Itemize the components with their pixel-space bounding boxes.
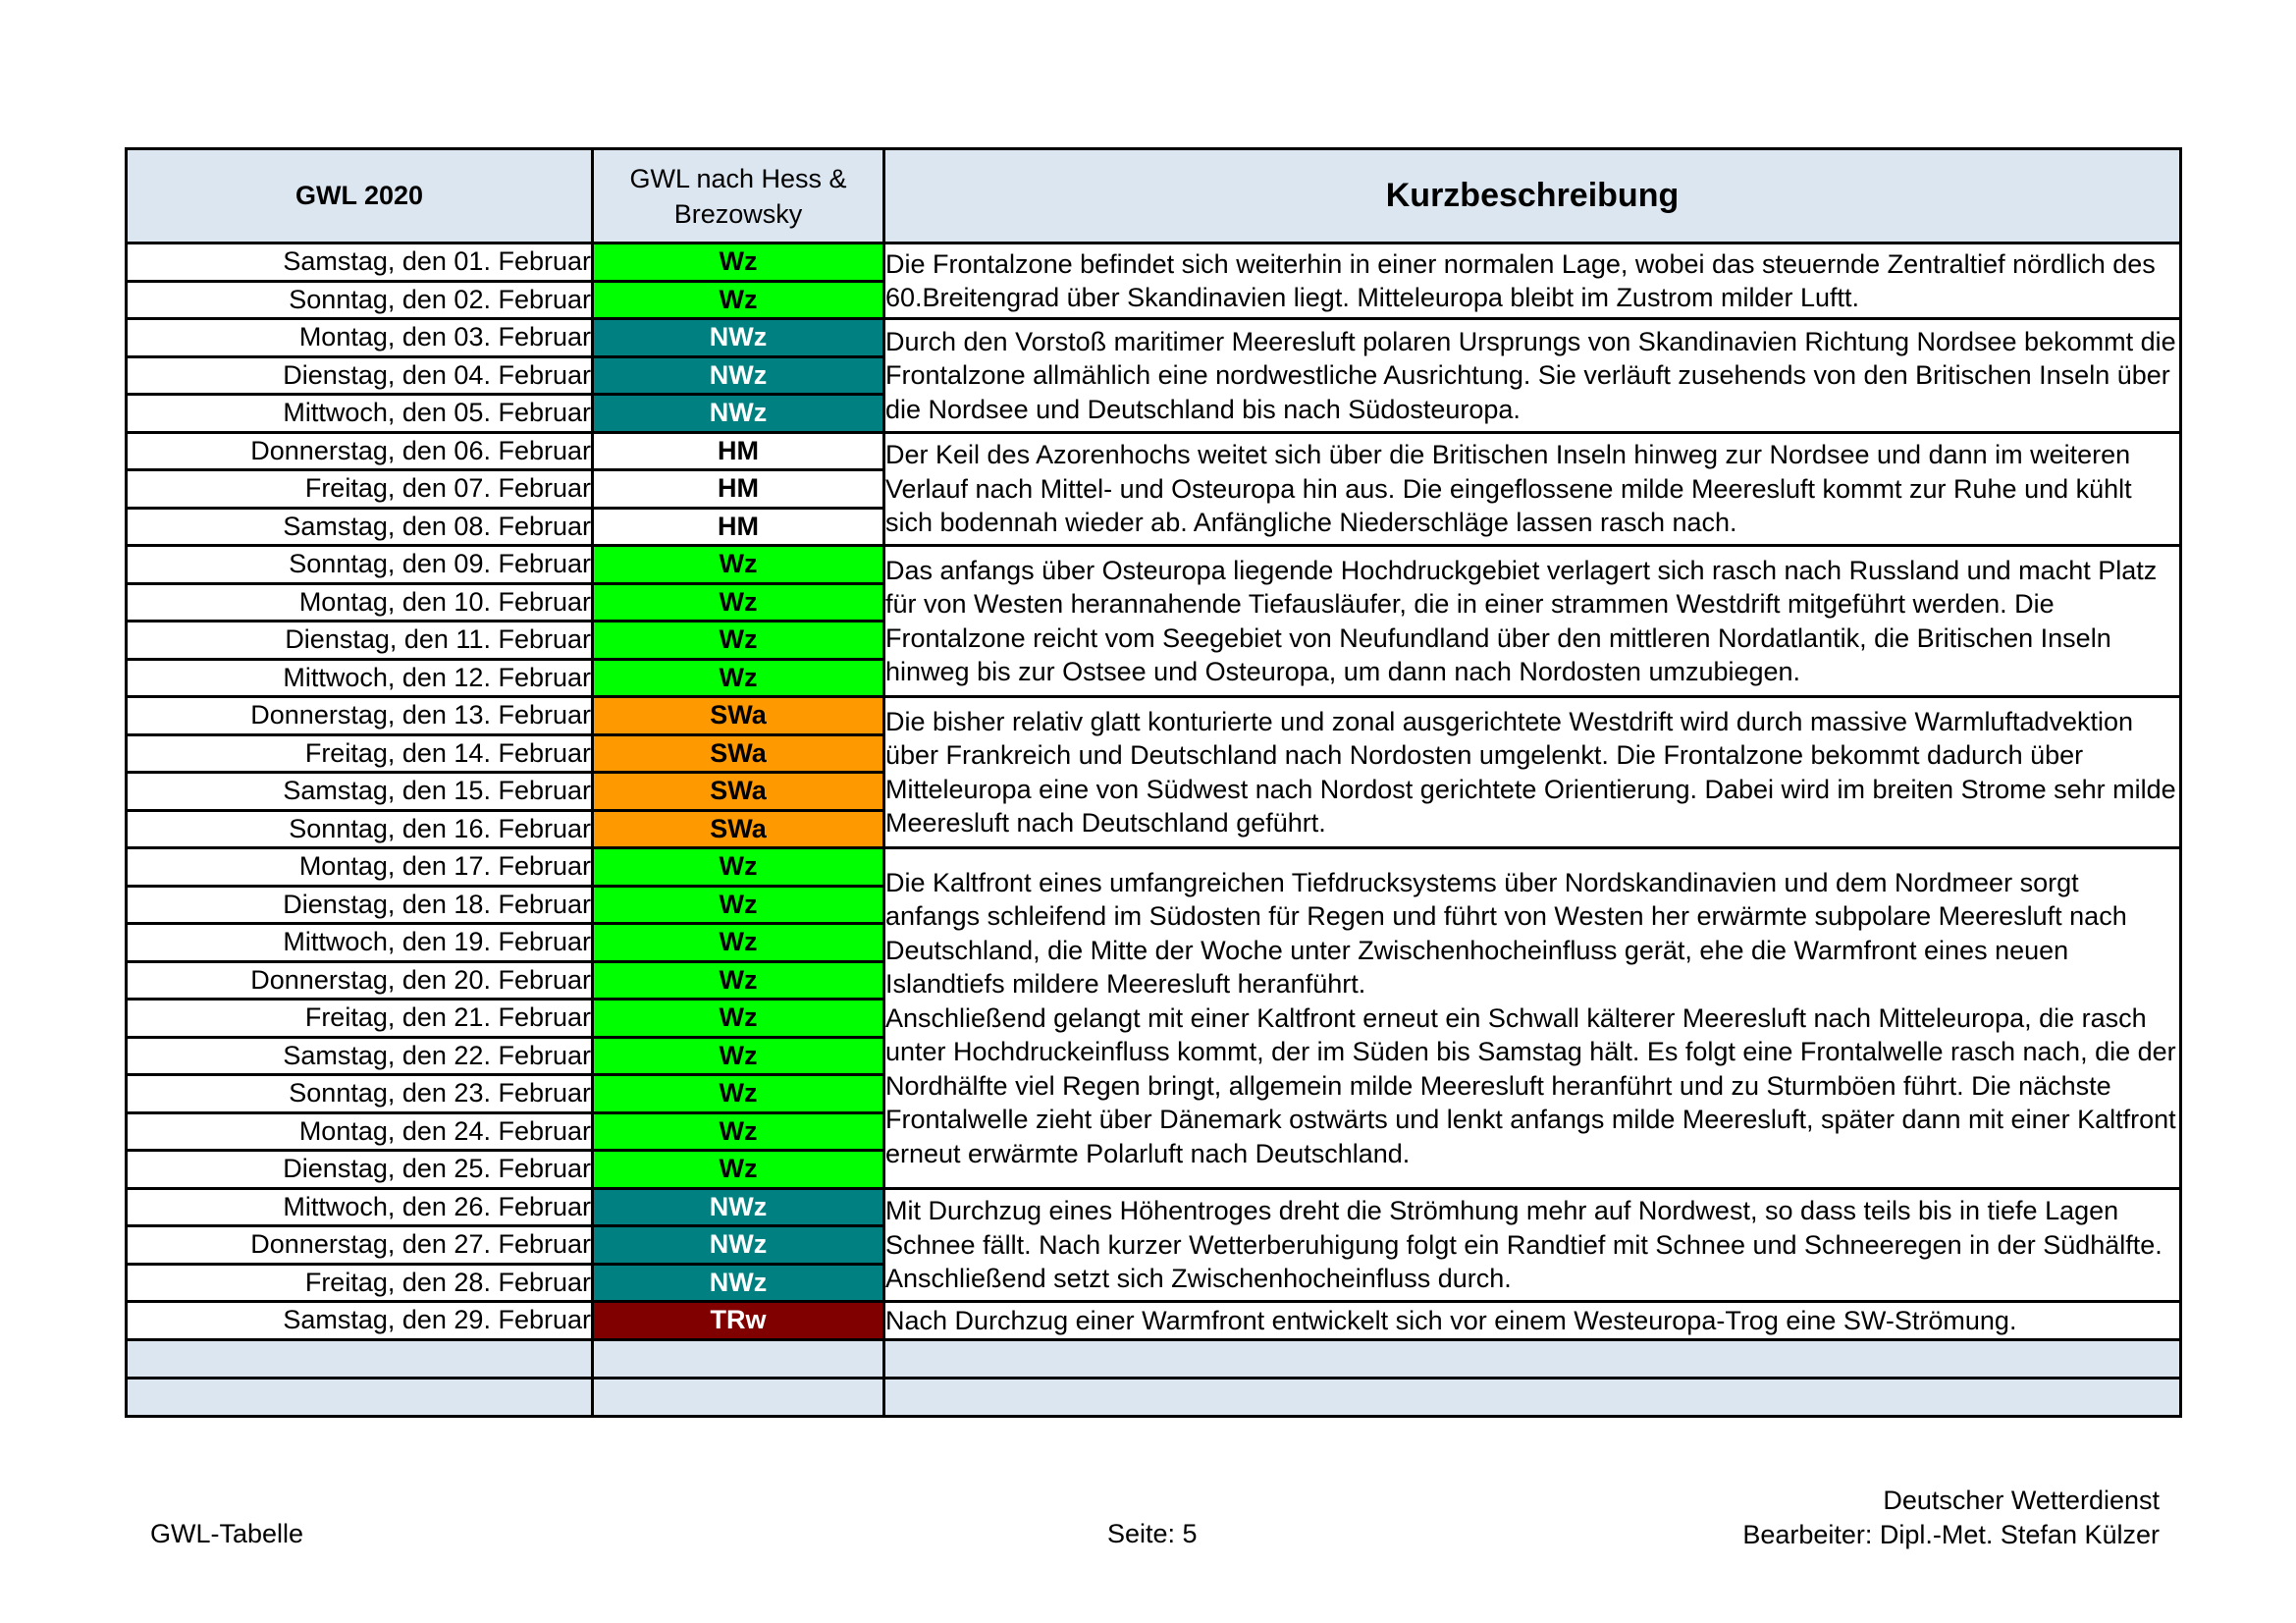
gwl-code-cell: SWa bbox=[593, 773, 884, 811]
date-cell: Dienstag, den 11. Februar bbox=[127, 622, 593, 660]
date-cell: Montag, den 24. Februar bbox=[127, 1112, 593, 1151]
table-row bbox=[127, 546, 2181, 584]
date-cell: Donnerstag, den 20. Februar bbox=[127, 961, 593, 1000]
empty-cell bbox=[884, 1378, 2181, 1416]
date-cell: Freitag, den 21. Februar bbox=[127, 1000, 593, 1038]
table-row bbox=[127, 319, 2181, 357]
gwl-code-cell: Wz bbox=[593, 243, 884, 282]
date-cell: Donnerstag, den 06. Februar bbox=[127, 432, 593, 470]
description-cell: Das anfangs über Osteuropa liegende Hochdruckgebiet verlagert sich rasch nach Russland und macht Platz für von Westen herannahende Tiefausläufer, die in einer strammen Westdrift mitgeführt werden. Die Frontalzone reicht vom Seegebiet von Neufundland über den mittleren Nordatlantik, die Britischen Inseln hinweg bis zur Ostsee und Osteuropa, um dann nach Nordosten umzubiegen. bbox=[884, 546, 2181, 697]
gwl-code-cell: NWz bbox=[593, 1264, 884, 1302]
table-header-row bbox=[127, 149, 2181, 243]
gwl-code-cell: NWz bbox=[593, 319, 884, 357]
date-cell: Mittwoch, den 05. Februar bbox=[127, 395, 593, 433]
table-row bbox=[127, 1188, 2181, 1226]
date-cell: Sonntag, den 02. Februar bbox=[127, 281, 593, 319]
description-cell: Die Kaltfront eines umfangreichen Tiefdrucksystems über Nordskandinavien und dem Nordmeer sorgt anfangs schleifend im Südosten für Regen und führt von Westen her erwärmte subpolare Meeresluft nach Deutschland, die Mitte der Woche unter Zwischenhocheinfluss gerät, ehe die Warmfront eines neuen Islandtiefs mildere Meeresluft heranführt. Anschließend gelangt mit einer Kaltfront erneut ein Schwall kälterer Meeresluft nach Mitteleuropa, die rasch unter Hochdruckeinfluss kommt, der im Süden bis Samstag hält. Es folgt eine Frontalwelle rasch nach, die der Nordhälfte viel Regen bringt, allgemein milde Meeresluft heranführt und zu Sturmböen führt. Die nächste Frontalwelle zieht über Dänemark ostwärts und lenkt anfangs milde Meeresluft, später dann mit einer Kaltfront erneut erwärmte Polarluft nach Deutschland. bbox=[884, 848, 2181, 1189]
footer-editor: Bearbeiter: Dipl.-Met. Stefan Külzer bbox=[1742, 1520, 2160, 1549]
description-cell: Nach Durchzug einer Warmfront entwickelt sich vor einem Westeuropa-Trog eine SW-Strömung. bbox=[884, 1302, 2181, 1340]
description-cell: Mit Durchzug eines Höhentroges dreht die Strömhung mehr auf Nordwest, so dass teils bis in tiefe Lagen Schnee fällt. Nach kurzer Wetterberuhigung folgt ein Randtief mit Schnee und Schneeregen in der Südhälfte. Anschließend setzt sich Zwischenhocheinfluss durch. bbox=[884, 1188, 2181, 1302]
gwl-code-cell: Wz bbox=[593, 546, 884, 584]
footer-left: GWL-Tabelle bbox=[150, 1519, 304, 1548]
date-cell: Freitag, den 28. Februar bbox=[127, 1264, 593, 1302]
gwl-code-cell: NWz bbox=[593, 1226, 884, 1265]
description-cell: Der Keil des Azorenhochs weitet sich über die Britischen Inseln hinweg zur Nordsee und dann im weiteren Verlauf nach Mittel- und Osteuropa hin aus. Die eingeflossene milde Meeresluft kommt zur Ruhe und kühlt sich bodennah wieder ab. Anfängliche Niederschläge lassen rasch nach. bbox=[884, 432, 2181, 546]
date-cell: Dienstag, den 25. Februar bbox=[127, 1151, 593, 1189]
table-row bbox=[127, 432, 2181, 470]
description-cell: Die bisher relativ glatt konturierte und zonal ausgerichtete Westdrift wird durch massive Warmluftadvektion über Frankreich und Deutschland nach Nordosten umgelenkt. Die Frontalzone bekommt dadurch über Mitteleuropa eine von Südwest nach Nordost gerichtete Orientierung. Dabei wird im breiten Strome sehr milde Meeresluft nach Deutschland geführt. bbox=[884, 697, 2181, 848]
date-cell: Samstag, den 01. Februar bbox=[127, 243, 593, 282]
table-row bbox=[127, 1302, 2181, 1340]
header-gwl-hess-brezowsky-label: GWL nach Hess & Brezowsky bbox=[629, 163, 847, 229]
gwl-code-cell: SWa bbox=[593, 734, 884, 773]
gwl-code-cell: Wz bbox=[593, 924, 884, 962]
date-cell: Dienstag, den 18. Februar bbox=[127, 886, 593, 924]
date-cell: Montag, den 03. Februar bbox=[127, 319, 593, 357]
gwl-code-cell: Wz bbox=[593, 659, 884, 697]
gwl-code-cell: Wz bbox=[593, 1037, 884, 1075]
date-cell: Sonntag, den 16. Februar bbox=[127, 810, 593, 848]
gwl-code-cell: SWa bbox=[593, 697, 884, 735]
empty-row bbox=[127, 1378, 2181, 1416]
gwl-code-cell: Wz bbox=[593, 961, 884, 1000]
gwl-code-cell: Wz bbox=[593, 622, 884, 660]
date-cell: Dienstag, den 04. Februar bbox=[127, 356, 593, 395]
empty-cell bbox=[127, 1378, 593, 1416]
date-cell: Donnerstag, den 27. Februar bbox=[127, 1226, 593, 1265]
date-cell: Mittwoch, den 26. Februar bbox=[127, 1188, 593, 1226]
table-row bbox=[127, 697, 2181, 735]
header-kurzbeschreibung: Kurzbeschreibung bbox=[884, 149, 2181, 243]
table-row bbox=[127, 848, 2181, 887]
date-cell: Sonntag, den 23. Februar bbox=[127, 1075, 593, 1113]
empty-cell bbox=[127, 1339, 593, 1378]
gwl-code-cell: Wz bbox=[593, 886, 884, 924]
date-cell: Montag, den 10. Februar bbox=[127, 583, 593, 622]
date-cell: Freitag, den 14. Februar bbox=[127, 734, 593, 773]
description-cell: Die Frontalzone befindet sich weiterhin in einer normalen Lage, wobei das steuernde Zentraltief nördlich des 60.Breitengrad über Skandinavien liegt. Mitteleuropa bleibt im Zustrom milder Luftt. bbox=[884, 243, 2181, 319]
gwl-code-cell: NWz bbox=[593, 356, 884, 395]
date-cell: Samstag, den 22. Februar bbox=[127, 1037, 593, 1075]
date-cell: Donnerstag, den 13. Februar bbox=[127, 697, 593, 735]
empty-cell bbox=[593, 1378, 884, 1416]
gwl-table bbox=[125, 147, 2182, 1418]
gwl-code-cell: HM bbox=[593, 432, 884, 470]
gwl-code-cell: Wz bbox=[593, 1075, 884, 1113]
gwl-code-cell: NWz bbox=[593, 395, 884, 433]
empty-row bbox=[127, 1339, 2181, 1378]
header-gwl-year: GWL 2020 bbox=[127, 149, 593, 243]
date-cell: Sonntag, den 09. Februar bbox=[127, 546, 593, 584]
header-gwl-hess-brezowsky bbox=[593, 149, 884, 243]
table-row bbox=[127, 243, 2181, 282]
date-cell: Samstag, den 08. Februar bbox=[127, 508, 593, 546]
empty-cell bbox=[884, 1339, 2181, 1378]
date-cell: Samstag, den 15. Februar bbox=[127, 773, 593, 811]
gwl-code-cell: Wz bbox=[593, 1112, 884, 1151]
gwl-code-cell: SWa bbox=[593, 810, 884, 848]
gwl-code-cell: Wz bbox=[593, 1000, 884, 1038]
footer-organization: Deutscher Wetterdienst bbox=[1883, 1486, 2160, 1515]
empty-cell bbox=[593, 1339, 884, 1378]
gwl-code-cell: HM bbox=[593, 508, 884, 546]
gwl-code-cell: HM bbox=[593, 470, 884, 509]
description-cell: Durch den Vorstoß maritimer Meeresluft polaren Ursprungs von Skandinavien Richtung Nordsee bekommt die Frontalzone allmählich eine nordwestliche Ausrichtung. Sie verläuft zusehends von den Britischen Inseln über die Nordsee und Deutschland bis nach Südosteuropa. bbox=[884, 319, 2181, 433]
date-cell: Freitag, den 07. Februar bbox=[127, 470, 593, 509]
date-cell: Mittwoch, den 19. Februar bbox=[127, 924, 593, 962]
gwl-code-cell: Wz bbox=[593, 281, 884, 319]
gwl-code-cell: Wz bbox=[593, 848, 884, 887]
gwl-code-cell: Wz bbox=[593, 583, 884, 622]
date-cell: Mittwoch, den 12. Februar bbox=[127, 659, 593, 697]
footer-page-number: Seite: 5 bbox=[1107, 1519, 1198, 1548]
date-cell: Samstag, den 29. Februar bbox=[127, 1302, 593, 1340]
gwl-code-cell: TRw bbox=[593, 1302, 884, 1340]
date-cell: Montag, den 17. Februar bbox=[127, 848, 593, 887]
gwl-code-cell: NWz bbox=[593, 1188, 884, 1226]
gwl-code-cell: Wz bbox=[593, 1151, 884, 1189]
